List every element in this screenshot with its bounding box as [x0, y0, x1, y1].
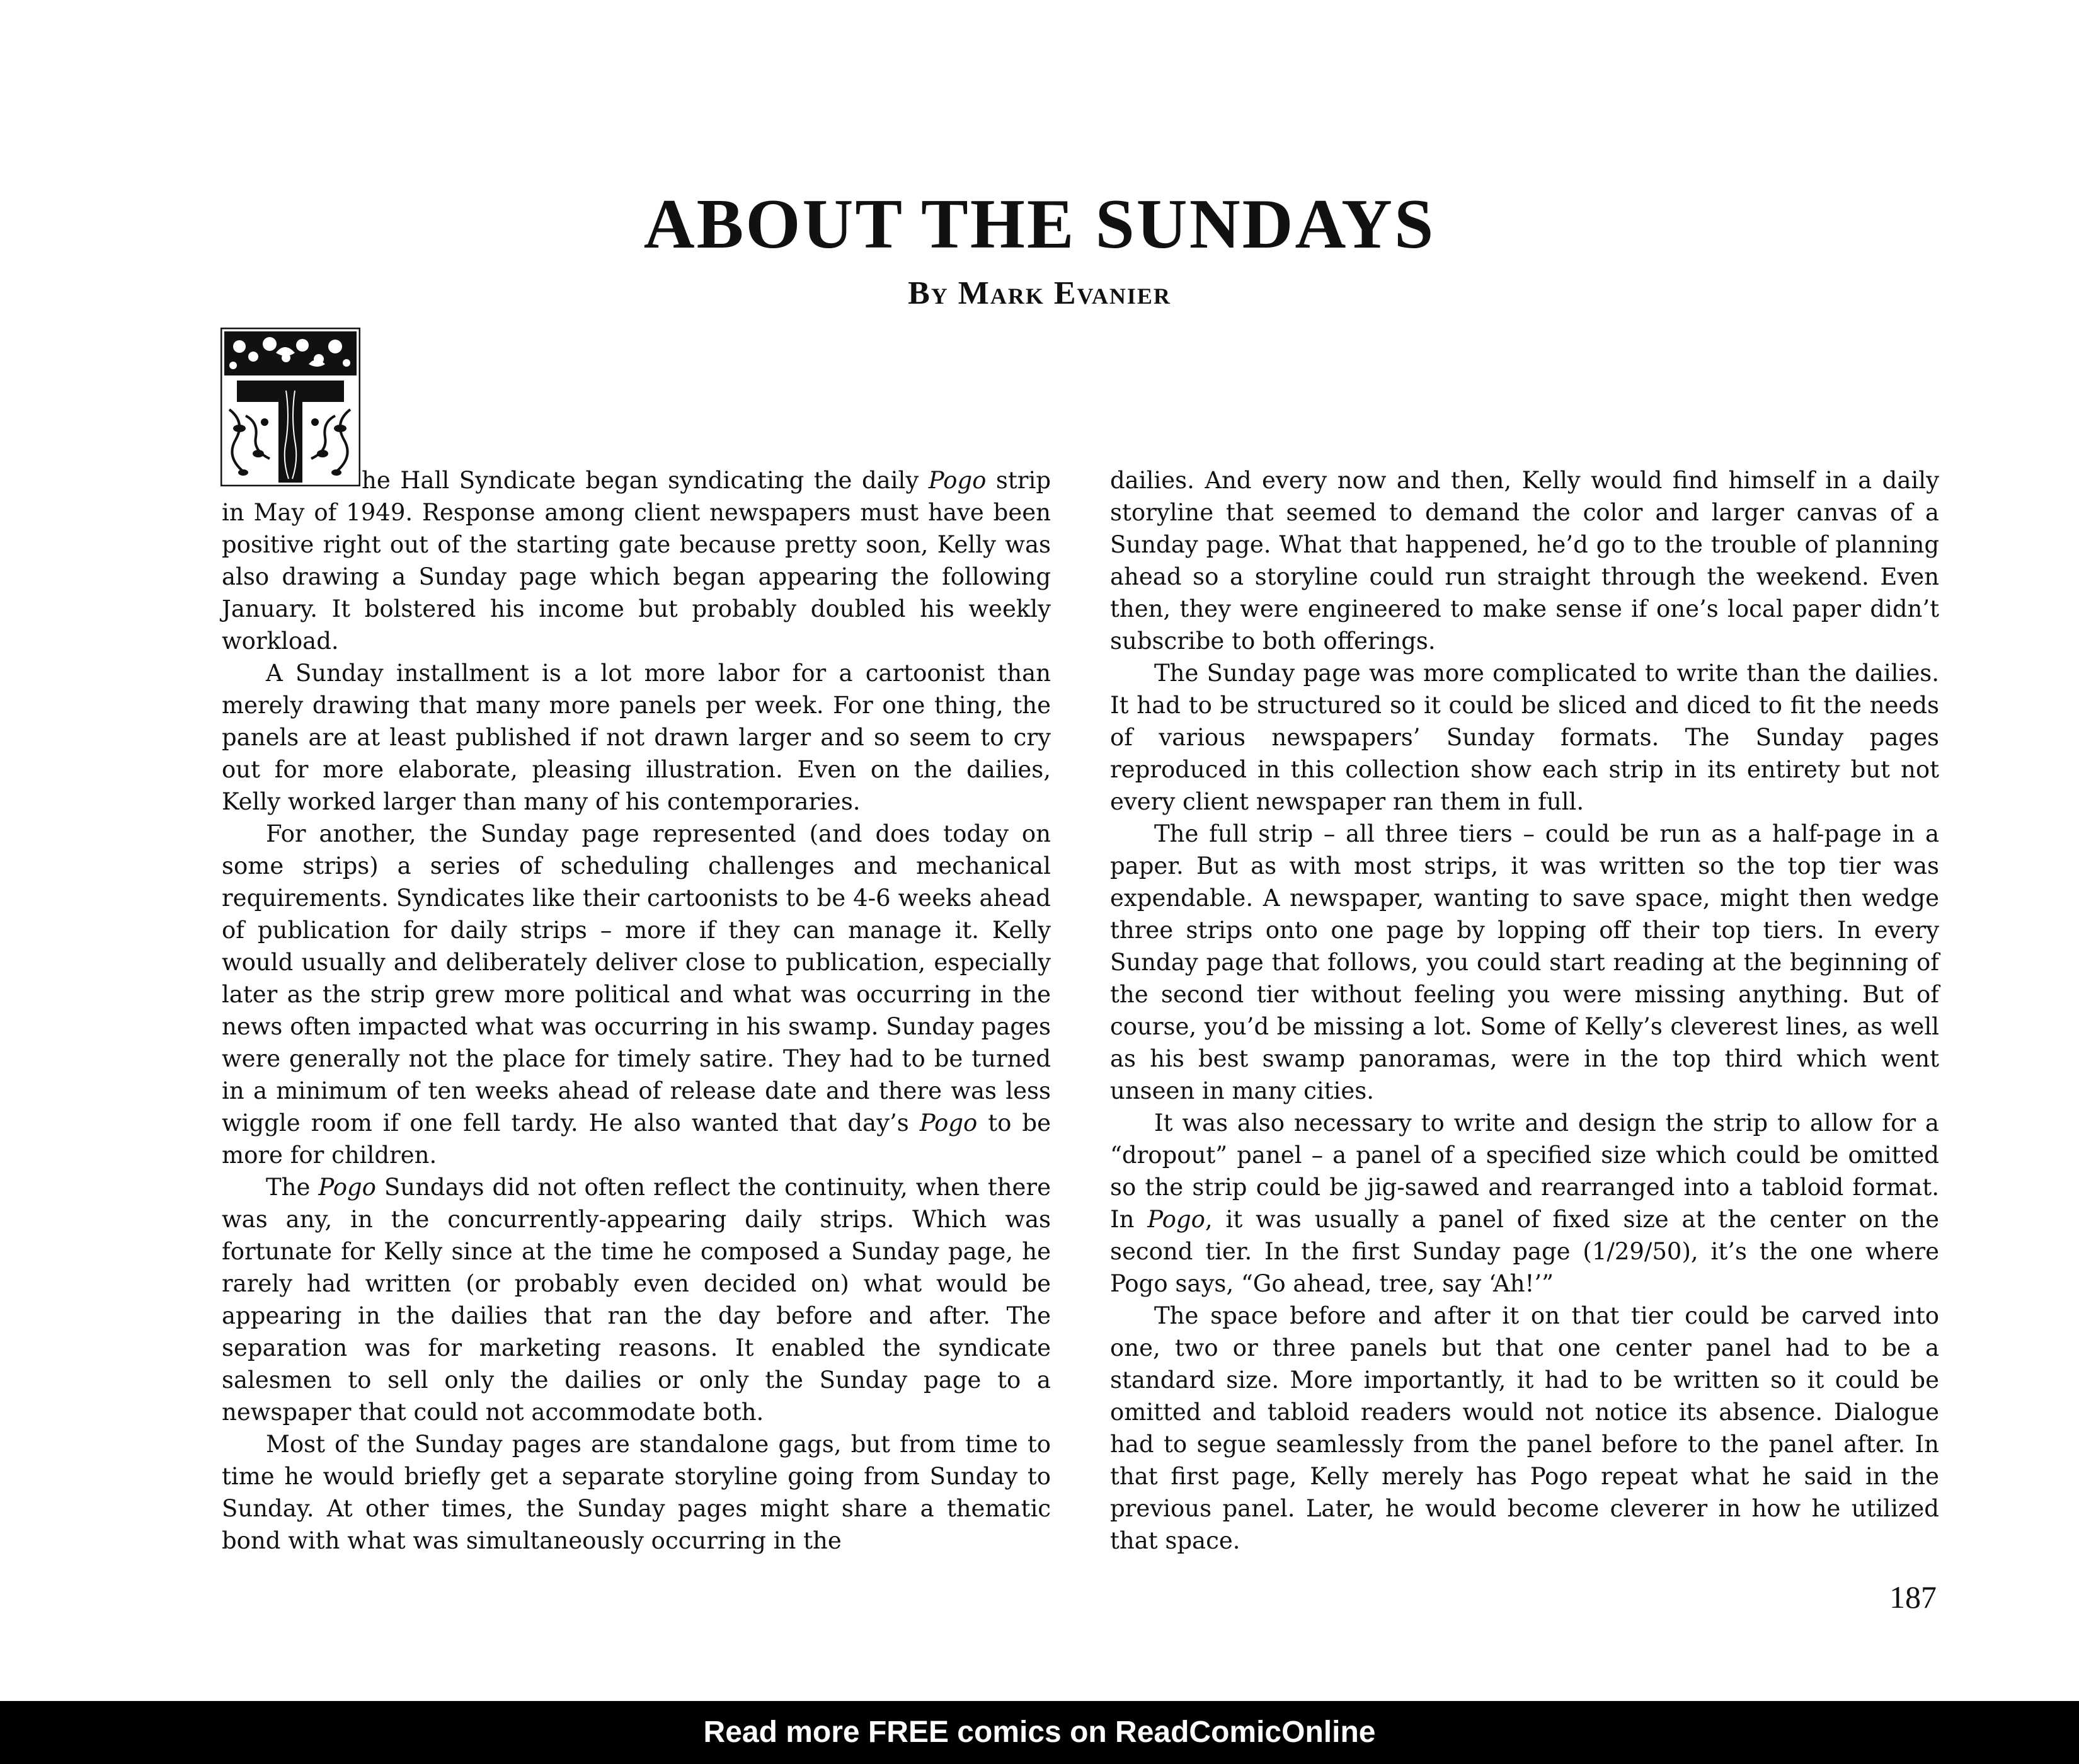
- paragraph: For another, the Sunday page represented (and does today on some strips) a series of scheduling challenges and mechanical requirements. Syndicates like their cartoonists to be 4-6 weeks ahead of publication for daily strips – more if they can manage it. Kelly would usually and deliberately deliver close to publication, especially later as the strip grew more political and what was occurring in the news often impacted what was occurring in his swamp. Sunday pages were generally not the place for timely satire. They had to be turned in a minimum of ten weeks ahead of release date and there was less wiggle room if one fell tardy. He also wanted that day’s Pogo to be more for children.: [222, 820, 1051, 1169]
- paragraph: A Sunday installment is a lot more labor for a cartoonist than merely drawing that many more panels per week. For one thing, the panels are at least published if not drawn larger and so seem to cry out for more elaborate, pleasing illustration. Even on the dailies, Kelly worked larger than many of his contemporaries.: [222, 660, 1051, 815]
- ornate-drop-cap-icon: [220, 328, 360, 486]
- paragraph: Most of the Sunday pages are standalone gags, but from time to time he would briefly get a separate storyline going from Sunday to Sunday. At other times, the Sunday pages might share a thematic bond with what was simultaneously occurring in the: [222, 1431, 1051, 1554]
- paragraph: The space before and after it on that tier could be carved into one, two or three panels but that one center panel had to be a standard size. More importantly, it had to be written so it could be omitted and tabloid readers would not notice its absence. Dialogue had to segue seamlessly from the panel before to the panel after. In that first page, Kelly merely has Pogo repeat what he said in the previous panel. Later, he would become cleverer in how he utilized that space.: [1110, 1302, 1939, 1554]
- footer-banner: [0, 1701, 2079, 1764]
- paragraph: he Hall Syndicate began syndicating the daily Pogo strip in May of 1949. Response among client newspapers must have been positive right out of the starting gate because pretty soon, Kelly was also drawing a Sunday page which began appearing the following January. It bolstered his income but probably doubled his weekly workload.: [222, 467, 1051, 655]
- byline: By Mark Evanier: [908, 275, 1171, 311]
- paragraph: The Sunday page was more complicated to write than the dailies. It had to be structured so it could be sliced and diced to fit the needs of various newspapers’ Sunday formats. The Sunday pages reproduced in this collection show each strip in its entirety but not every client newspaper ran them in full.: [1110, 660, 1939, 815]
- right-column: [1110, 464, 1939, 1557]
- left-column: [222, 464, 1051, 1557]
- paragraph: The Pogo Sundays did not often reflect the continuity, when there was any, in the concurrently-appearing daily strips. Which was fortunate for Kelly since at the time he composed a Sunday page, he rarely had written (or probably even decided on) what would be appearing in the dailies that ran the day before and after. The separation was for marketing reasons. It enabled the syndicate salesmen to sell only the dailies or only the Sunday page to a newspaper that could not accommodate both.: [222, 1174, 1051, 1426]
- page-title: ABOUT THE SUNDAYS: [643, 185, 1436, 263]
- paragraph: The full strip – all three tiers – could be run as a half-page in a paper. But as with most strips, it was written so the top tier was expendable. A newspaper, wanting to save space, might then wedge three strips onto one page by lopping off their top tiers. In every Sunday page that follows, you could start reading at the beginning of the second tier without feeling you were missing anything. But of course, you’d be missing a lot. Some of Kelly’s cleverest lines, as well as his best swamp panoramas, were in the top third which went unseen in many cities.: [1110, 820, 1939, 1104]
- paragraph: It was also necessary to write and design the strip to allow for a “dropout” panel – a panel of a specified size which could be omitted so the strip could be jig-sawed and rearranged into a tabloid format. In Pogo, it was usually a panel of fixed size at the center on the second tier. In the first Sunday page (1/29/50), it’s the one where Pogo says, “Go ahead, tree, say ‘Ah!’”: [1110, 1109, 1939, 1297]
- read-more-link[interactable]: Read more FREE comics on ReadComicOnline: [703, 1715, 1376, 1749]
- page-number: 187: [1889, 1579, 1937, 1615]
- paragraph: dailies. And every now and then, Kelly would find himself in a daily storyline that seemed to demand the color and larger canvas of a Sunday page. What that happened, he’d go to the trouble of planning ahead so a storyline could run straight through the weekend. Even then, they were engineered to make sense if one’s local paper didn’t subscribe to both offerings.: [1110, 467, 1939, 655]
